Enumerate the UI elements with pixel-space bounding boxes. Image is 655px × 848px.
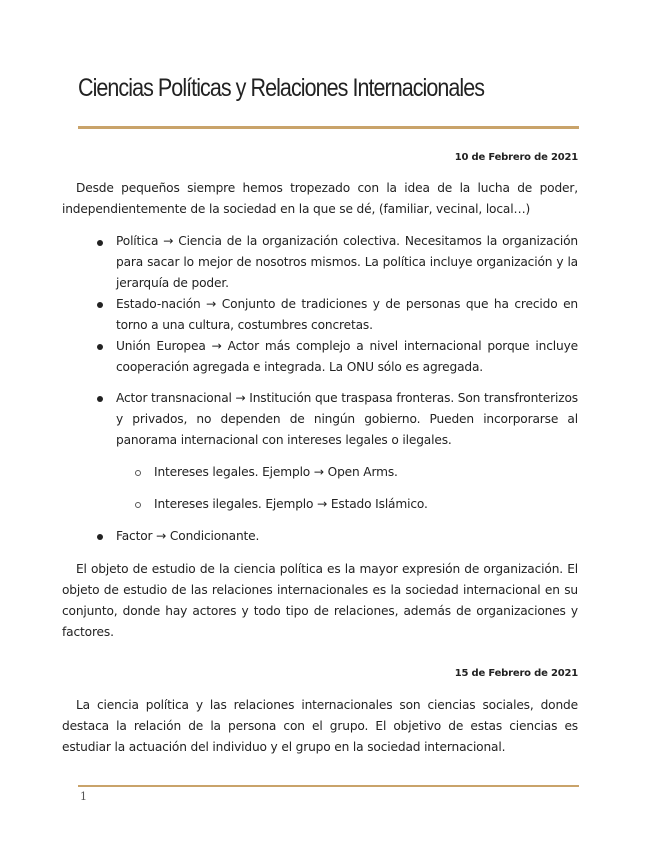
- page-number: 1: [80, 790, 87, 803]
- section-date: 10 de Febrero de 2021: [454, 152, 578, 163]
- bullet-icon: [97, 396, 103, 402]
- intro-paragraph: Desde pequeños siempre hemos tropezado con la idea de la lucha de poder, independientemente de la sociedad en la que se dé, (familiar, vecinal, local…): [62, 181, 578, 216]
- list-item: Política → Ciencia de la organización colectiva. Necesitamos la organización para sacar lo mejor de nosotros mismos. La política incluye organización y la jerarquía de poder.: [116, 234, 578, 290]
- bullet-icon: [97, 240, 103, 246]
- page-title: Ciencias Políticas y Relaciones Internacionales: [78, 74, 485, 102]
- body-paragraph: La ciencia política y las relaciones internacionales son ciencias sociales, donde destaca la relación de la persona con el grupo. El objetivo de estas ciencias es estudiar la actuación del individuo y el grupo en la sociedad internacional.: [62, 698, 578, 754]
- sub-list-item: Intereses legales. Ejemplo → Open Arms.: [154, 465, 398, 479]
- bullet-icon: [97, 534, 103, 540]
- bullet-icon: [97, 344, 103, 350]
- footer-divider: [78, 785, 579, 787]
- closing-paragraph: El objeto de estudio de la ciencia política es la mayor expresión de organización. El objeto de estudio de las relaciones internacionales es la sociedad internacional en su conjunto, donde hay actores y todo tipo de relaciones, además de organizaciones y factores.: [62, 562, 578, 639]
- sub-bullet-icon: [135, 502, 141, 508]
- title-divider: [78, 126, 579, 129]
- section-date: 15 de Febrero de 2021: [454, 668, 578, 679]
- bullet-icon: [97, 302, 103, 308]
- list-item: Factor → Condicionante.: [116, 529, 260, 543]
- sub-bullet-icon: [135, 470, 141, 476]
- sub-list-item: Intereses ilegales. Ejemplo → Estado Islámico.: [154, 497, 428, 511]
- list-item: Estado-nación → Conjunto de tradiciones y de personas que ha crecido en torno a una cultura, costumbres concretas.: [116, 297, 578, 332]
- list-item: Actor transnacional → Institución que traspasa fronteras. Son transfronterizos y privados, no dependen de ningún gobierno. Pueden incorporarse al panorama internacional con intereses legales o ilegales.: [116, 391, 578, 447]
- list-item: Unión Europea → Actor más complejo a nivel internacional porque incluye cooperación agregada e integrada. La ONU sólo es agregada.: [116, 339, 578, 374]
